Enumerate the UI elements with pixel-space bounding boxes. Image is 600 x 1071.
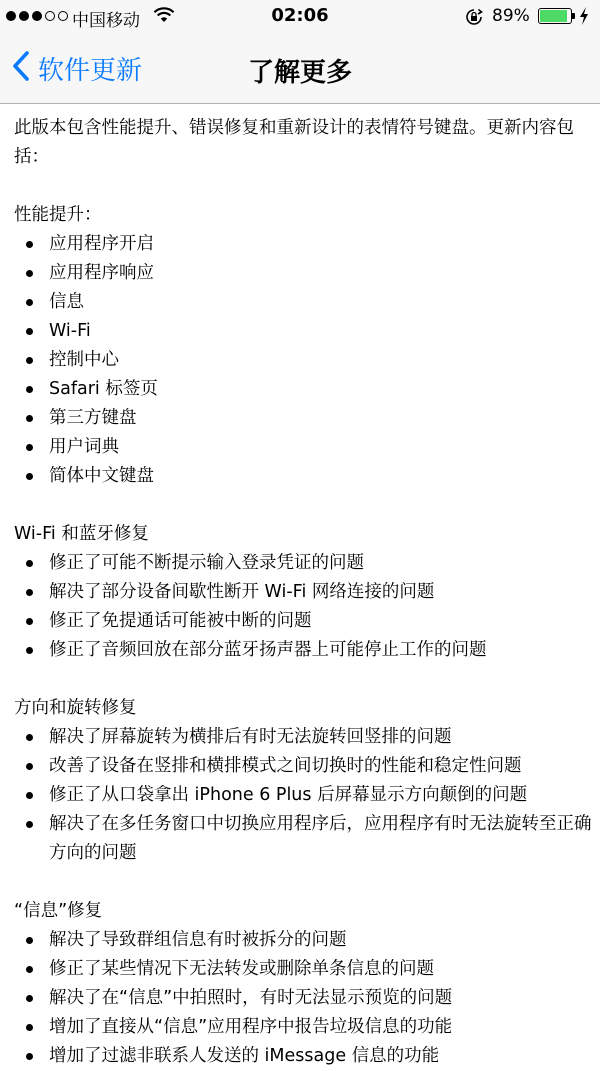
top-bar (0, 0, 600, 104)
battery-percent: 89% (492, 6, 530, 26)
list-item (14, 549, 594, 578)
bullet-icon (26, 1024, 33, 1031)
section-title: “信息”修复 (14, 901, 103, 921)
bullet-icon (26, 328, 33, 335)
status-time: 02:06 (271, 5, 329, 26)
bullet-icon (26, 357, 33, 364)
list-item (14, 607, 594, 636)
bullet-list (14, 549, 594, 665)
list-item-text: 控制中心 (49, 350, 119, 370)
list-item (14, 752, 594, 781)
bullet-icon (26, 270, 33, 277)
list-item-text: 解决了在“信息”中拍照时，有时无法显示预览的问题 (49, 988, 453, 1008)
bullet-icon (26, 647, 33, 654)
list-item-text: 信息 (49, 292, 84, 312)
list-item-text: 改善了设备在竖排和横排模式之间切换时的性能和稳定性问题 (49, 756, 522, 776)
list-item (14, 433, 594, 462)
bullet-icon (26, 473, 33, 480)
list-item-text: 增加了过滤非联系人发送的 iMessage 信息的功能 (49, 1046, 440, 1066)
sections-container (14, 201, 594, 1071)
battery-cap (572, 13, 575, 19)
release-section (14, 520, 594, 665)
list-item-text: 增加了直接从“信息”应用程序中报告垃圾信息的功能 (49, 1017, 453, 1037)
list-item (14, 259, 594, 288)
back-button-label: 软件更新 (38, 55, 143, 86)
list-item-text: 修正了某些情况下无法转发或删除单条信息的问题 (49, 959, 434, 979)
bullet-icon (26, 1053, 33, 1060)
battery-level-fill (540, 10, 567, 22)
list-item (14, 346, 594, 375)
bullet-icon (26, 792, 33, 799)
list-item (14, 723, 594, 752)
list-item (14, 317, 594, 346)
release-section (14, 897, 594, 1071)
list-item (14, 926, 594, 955)
list-item (14, 230, 594, 259)
section-title: Wi-Fi 和蓝牙修复 (14, 524, 149, 544)
list-item (14, 781, 594, 810)
list-item (14, 288, 594, 317)
list-item (14, 1013, 594, 1042)
bullet-icon (26, 618, 33, 625)
list-item-text: 解决了在多任务窗口中切换应用程序后，应用程序有时无法旋转至正确方向的问题 (49, 814, 592, 863)
bullet-icon (26, 386, 33, 393)
list-item-text: Wi-Fi (49, 321, 91, 341)
list-item-text: 解决了屏幕旋转为横排后有时无法旋转回竖排的问题 (49, 727, 452, 747)
rotation-lock-icon (465, 8, 483, 31)
carrier-name: 中国移动 (72, 11, 140, 31)
bullet-icon (26, 763, 33, 770)
release-section (14, 201, 594, 491)
bullet-icon (26, 241, 33, 248)
page-title: 了解更多 (247, 58, 352, 88)
list-item-text: 修正了免提通话可能被中断的问题 (49, 611, 312, 631)
bullet-list (14, 926, 594, 1071)
list-item (14, 636, 594, 665)
battery-icon (538, 8, 572, 24)
release-notes (14, 114, 594, 1071)
bullet-icon (26, 589, 33, 596)
intro-text: 此版本包含性能提升、错误修复和重新设计的表情符号键盘。更新内容包括： (14, 118, 574, 167)
release-section (14, 694, 594, 868)
bullet-list (14, 230, 594, 491)
list-item-text: 简体中文键盘 (49, 466, 154, 486)
list-item (14, 984, 594, 1013)
bullet-icon (26, 444, 33, 451)
list-item-text: 修正了音频回放在部分蓝牙扬声器上可能停止工作的问题 (49, 640, 487, 660)
list-item-text: Safari 标签页 (49, 379, 158, 399)
list-item (14, 955, 594, 984)
bullet-icon (26, 995, 33, 1002)
list-item (14, 462, 594, 491)
list-item-text: 用户词典 (49, 437, 119, 457)
bullet-icon (26, 560, 33, 567)
list-item (14, 810, 594, 868)
bullet-icon (26, 299, 33, 306)
list-item-text: 修正了可能不断提示输入登录凭证的问题 (49, 553, 364, 573)
list-item-text: 第三方键盘 (49, 408, 137, 428)
list-item-text: 修正了从口袋拿出 iPhone 6 Plus 后屏幕显示方向颠倒的问题 (49, 785, 528, 805)
list-item-text: 应用程序开启 (49, 234, 154, 254)
section-title: 方向和旋转修复 (14, 698, 137, 718)
bullet-icon (26, 734, 33, 741)
list-item-text: 解决了导致群组信息有时被拆分的问题 (49, 930, 347, 950)
bullet-icon (26, 821, 33, 828)
list-item (14, 578, 594, 607)
bullet-icon (26, 415, 33, 422)
list-item-text: 应用程序响应 (49, 263, 154, 283)
section-title: 性能提升： (14, 205, 102, 225)
list-item (14, 375, 594, 404)
list-item-text: 解决了部分设备间歇性断开 Wi-Fi 网络连接的问题 (49, 582, 435, 602)
navigation-bar (0, 34, 600, 104)
bullet-icon (26, 937, 33, 944)
bullet-icon (26, 966, 33, 973)
bullet-list (14, 723, 594, 868)
status-bar (0, 0, 600, 34)
charging-bolt-icon (578, 6, 590, 31)
list-item (14, 404, 594, 433)
